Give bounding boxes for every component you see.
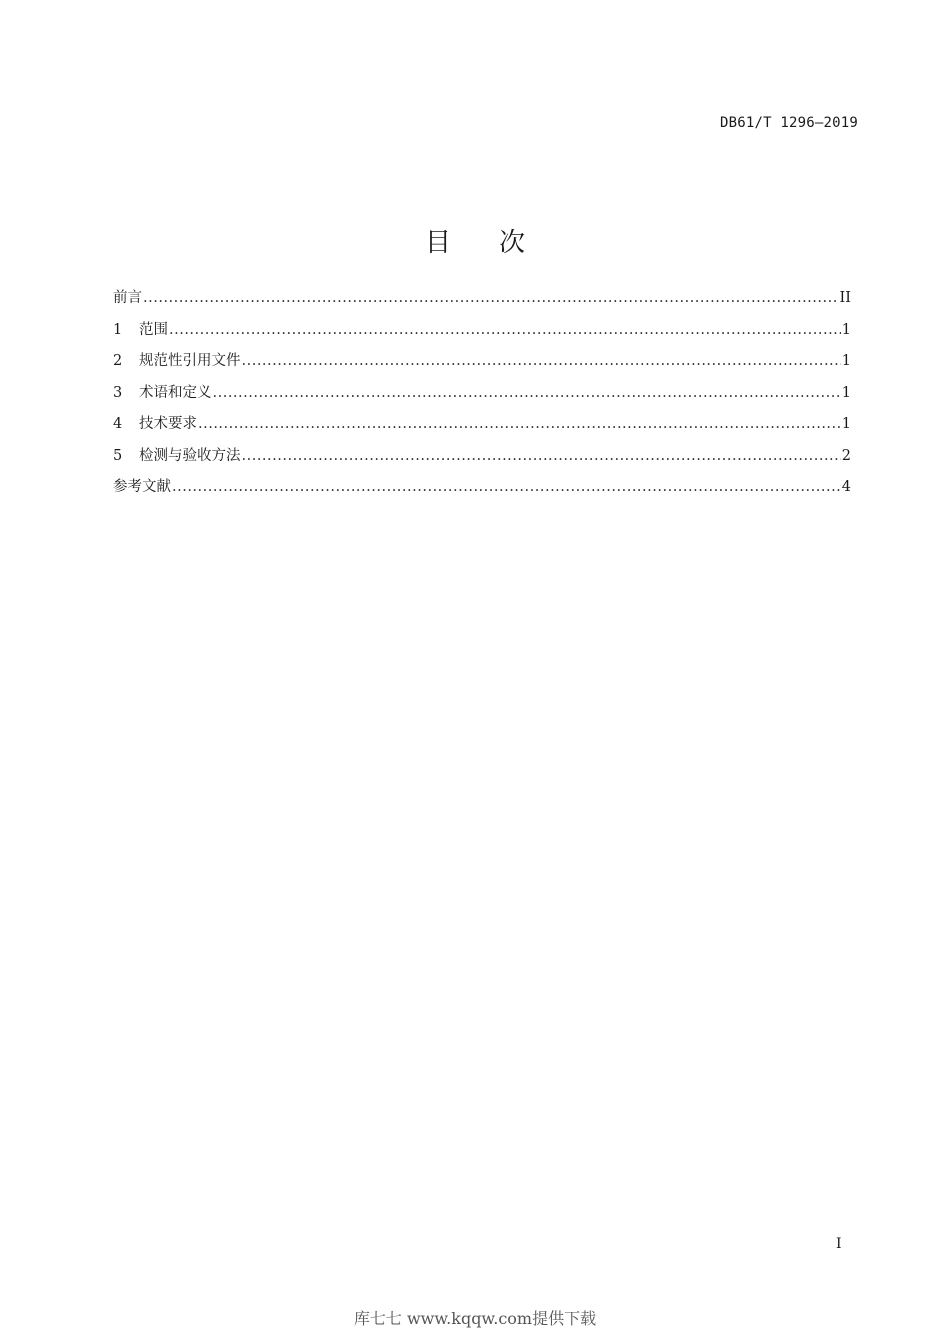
toc-entry-number: 5 [113,447,123,464]
toc-entry-scope[interactable] [113,318,851,350]
toc-entry-label: 检测与验收方法 [139,447,241,464]
toc-entry-page: II [839,290,851,306]
toc-leader [172,479,841,495]
toc-entry-technical-requirements[interactable] [113,412,851,444]
toc-leader [169,322,841,338]
toc-entry-page: 4 [841,479,851,495]
table-of-contents [113,286,851,507]
toc-leader [242,353,841,369]
toc-entry-bibliography[interactable] [113,475,851,507]
toc-entry-test-acceptance[interactable] [113,444,851,476]
toc-entry-page: 1 [841,353,851,369]
footer-watermark: 库七七 www.kqqw.com提供下载 [353,1309,597,1328]
toc-entry-page: 1 [841,416,851,432]
toc-entry-page: 1 [841,384,851,401]
toc-entry-number: 3 [113,384,123,401]
toc-entry-terms-definitions[interactable] [113,381,851,413]
toc-entry-foreword[interactable] [113,286,851,318]
toc-entry-label: 技术要求 [139,416,197,432]
toc-entry-number: 4 [113,416,123,432]
toc-entry-label: 术语和定义 [139,384,212,401]
toc-title-char-1: 目 [424,228,451,259]
toc-leader [242,448,841,464]
toc-title-char-2: 次 [499,228,526,259]
toc-entry-page: 2 [841,447,851,464]
toc-entry-label: 范围 [139,321,168,338]
page-number: I [836,1236,842,1252]
toc-entry-number: 1 [113,321,123,338]
toc-entry-number: 2 [113,353,123,369]
toc-leader [198,416,841,432]
toc-entry-label: 前言 [113,290,142,306]
toc-entry-label: 规范性引用文件 [139,353,241,369]
toc-leader [213,385,841,401]
toc-entry-normative-references[interactable] [113,349,851,381]
toc-entry-label: 参考文献 [113,479,171,495]
toc-title [0,222,950,259]
toc-entry-page: 1 [841,321,851,338]
toc-leader [143,290,839,306]
document-code: DB61/T 1296—2019 [719,115,858,131]
